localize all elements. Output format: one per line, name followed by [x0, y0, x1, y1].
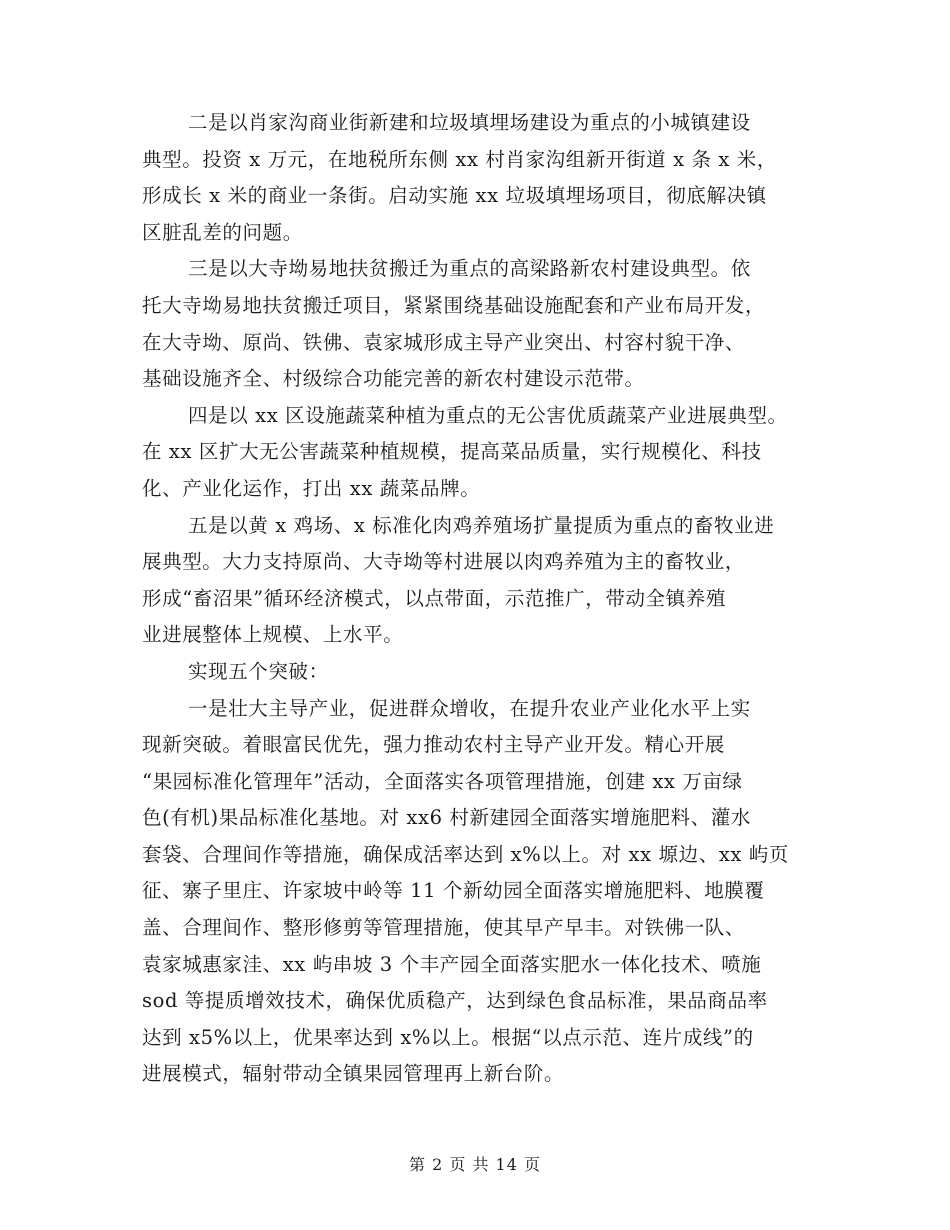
text-line: 托大寺坳易地扶贫搬迁项目，紧紧围绕基础设施配套和产业布局开发，	[142, 293, 766, 317]
document-body	[142, 105, 832, 1093]
paragraph-new-village-model	[142, 251, 832, 397]
text-line: 在 xx 区扩大无公害蔬菜种植规模，提高菜品质量，实行规模化、科技	[142, 440, 762, 464]
paragraph-vegetable-model	[142, 398, 832, 508]
page-number-footer: 第 2 页 共 14 页	[409, 1155, 541, 1174]
text-line: 达到 x5%以上，优果率达到 x%以上。根据“以点示范、连片成线”的	[142, 1025, 754, 1049]
text-line: 化、产业化运作，打出 xx 蔬菜品牌。	[142, 476, 481, 500]
text-line: 三是以大寺坳易地扶贫搬迁为重点的高梁路新农村建设典型。依	[188, 257, 751, 281]
text-line: 形成长 x 米的商业一条街。启动实施 xx 垃圾填埋场项目，彻底解决镇	[142, 184, 767, 208]
text-line: 盖、合理间作、整形修剪等管理措施，使其早产早丰。对铁佛一队、	[142, 916, 746, 940]
text-line: 征、寨子里庄、许家坡中岭等 11 个新幼园全面落实增施肥料、地膜覆	[142, 879, 765, 903]
section-heading-five-breakthroughs	[142, 654, 832, 691]
text-line: 典型。投资 x 万元，在地税所东侧 xx 村肖家沟组新开街道 x 条 x 米，	[142, 147, 777, 171]
text-line: 色(有机)果品标准化基地。对 xx6 村新建园全面落实增施肥料、灌水	[142, 806, 751, 830]
text-line: 二是以肖家沟商业街新建和垃圾填埋场建设为重点的小城镇建设	[188, 111, 751, 134]
text-line: 在大寺坳、原尚、铁佛、袁家城形成主导产业突出、村容村貌干净、	[142, 330, 746, 354]
text-line: 四是以 xx 区设施蔬菜种植为重点的无公害优质蔬菜产业进展典型。	[188, 403, 788, 427]
paragraph-small-town-model	[142, 105, 832, 251]
paragraph-industry-breakthrough	[142, 691, 832, 1094]
text-line: 展典型。大力支持原尚、大寺坳等村进展以肉鸡养殖为主的畜牧业，	[142, 550, 746, 574]
text-line: 一是壮大主导产业，促进群众增收，在提升农业产业化水平上实	[188, 696, 751, 720]
text-line: 套袋、合理间作等措施，确保成活率达到 x%以上。对 xx 塬边、xx 屿页	[142, 842, 790, 866]
text-line: 五是以黄 x 鸡场、x 标准化肉鸡养殖场扩量提质为重点的畜牧业进	[188, 513, 775, 537]
text-line: “果园标准化管理年”活动，全面落实各项管理措施，创建 xx 万亩绿	[142, 769, 743, 793]
text-line: 进展模式，辐射带动全镇果园管理再上新台阶。	[142, 1062, 565, 1086]
paragraph-livestock-model	[142, 508, 832, 654]
text-line: 实现五个突破：	[188, 659, 329, 683]
text-line: 业进展整体上规模、上水平。	[142, 623, 404, 647]
text-line: 区脏乱差的问题。	[142, 220, 303, 244]
text-line: 形成“畜沼果”循环经济模式，以点带面，示范推广，带动全镇养殖	[142, 586, 726, 610]
text-line: sod 等提质增效技术，确保优质稳产，达到绿色食品标准，果品商品率	[142, 989, 768, 1013]
text-line: 基础设施齐全、村级综合功能完善的新农村建设示范带。	[142, 367, 645, 391]
text-line: 袁家城惠家洼、xx 屿串坡 3 个丰产园全面落实肥水一体化技术、喷施	[142, 952, 762, 976]
text-line: 现新突破。着眼富民优先，强力推动农村主导产业开发。精心开展	[142, 733, 725, 757]
